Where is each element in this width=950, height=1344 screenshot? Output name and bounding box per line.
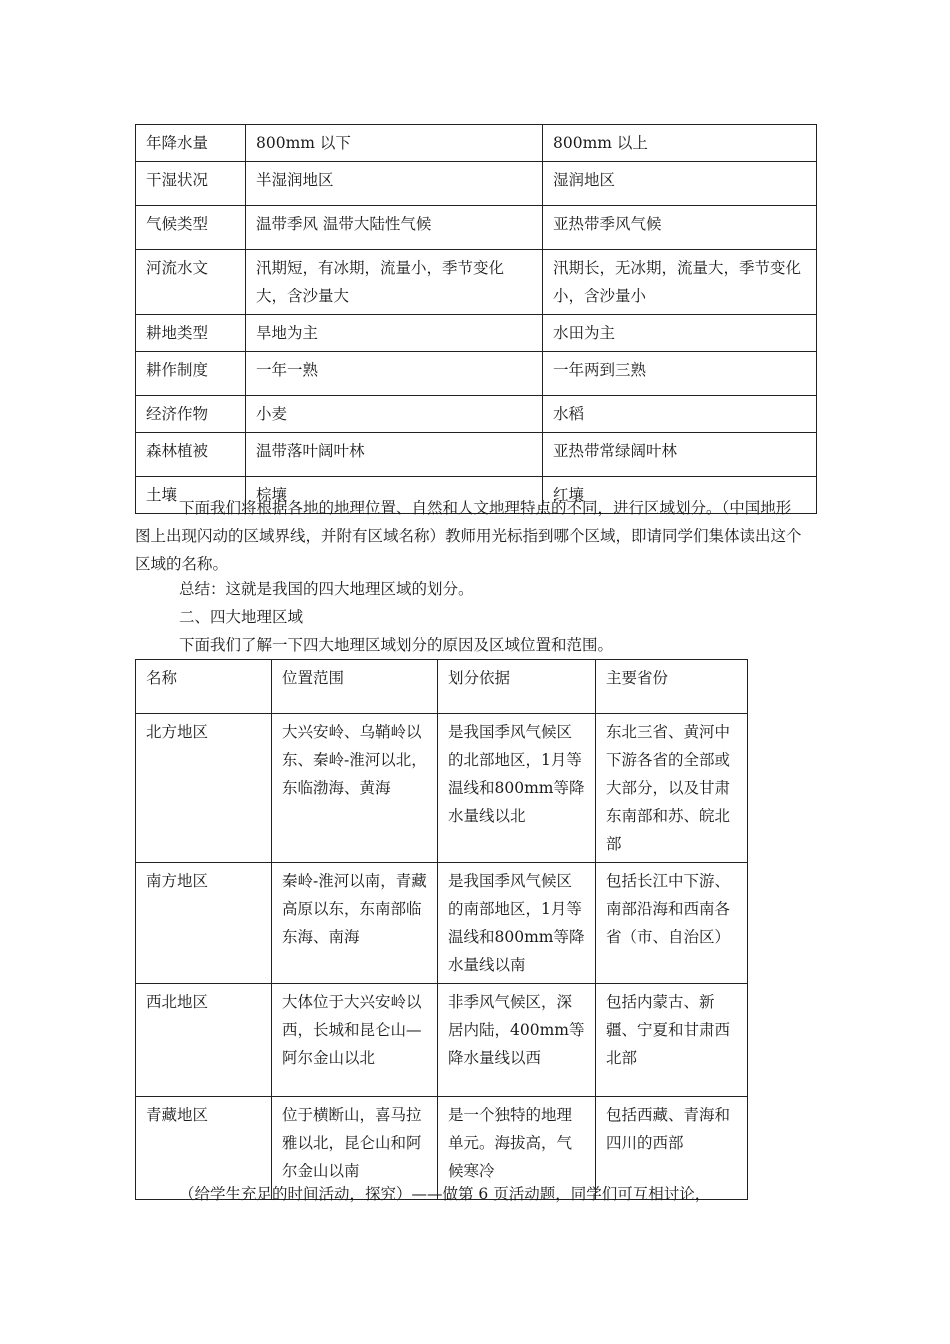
north-cell: 一年一熟: [246, 352, 543, 396]
table-row: [136, 352, 817, 396]
column-header: 名称: [136, 660, 272, 714]
south-cell: 水田为主: [543, 315, 817, 352]
north-cell: 温带季风 温带大陆性气候: [246, 206, 543, 250]
section-heading: 二、四大地理区域: [179, 608, 304, 626]
four-regions-table: [135, 659, 748, 1200]
south-cell: 一年两到三熟: [543, 352, 817, 396]
table-row: [136, 250, 817, 315]
paragraph-intro: 下面我们了解一下四大地理区域划分的原因及区域位置和范围。: [179, 636, 614, 654]
paragraph-summary: 总结：这就是我国的四大地理区域的划分。: [179, 580, 474, 598]
row-label: 河流水文: [136, 250, 246, 315]
paragraph-region-division: 下面我们将根据各地的地理位置、自然和人文地理特点的不同，进行区域划分。（中国地形图上出现闪动的区域界线，并附有区域名称）教师用光标指到哪个区域，即请同学们集体读出这个区域的名称。: [135, 499, 802, 573]
north-cell: 半湿润地区: [246, 162, 543, 206]
north-cell: 汛期短，有冰期，流量小，季节变化大，含沙量大: [246, 250, 543, 315]
column-header: 位置范围: [272, 660, 438, 714]
region-provinces: 包括西藏、青海和 四川的西部: [596, 1097, 748, 1200]
south-cell: 红壤: [543, 477, 817, 514]
north-cell: 小麦: [246, 396, 543, 433]
south-cell: 亚热带季风气候: [543, 206, 817, 250]
region-range: 大体位于大兴安岭以西，长城和昆仑山—阿尔金山以北: [272, 984, 438, 1097]
table-row: [136, 162, 817, 206]
row-label: 土壤: [136, 477, 246, 514]
row-label: 森林植被: [136, 433, 246, 477]
column-header: 主要省份: [596, 660, 748, 714]
north-cell: 800mm 以下: [246, 125, 543, 162]
table-row: [136, 984, 748, 1097]
table-row: [136, 315, 817, 352]
row-label: 耕作制度: [136, 352, 246, 396]
south-cell: 800mm 以上: [543, 125, 817, 162]
region-basis: 是一个独特的地理单元。海拔高，气候寒冷: [438, 1097, 596, 1200]
table-row: [136, 714, 748, 863]
region-name: 青藏地区: [136, 1097, 272, 1200]
region-range: 大兴安岭、乌鞘岭以东、秦岭-淮河以北，东临渤海、黄海: [272, 714, 438, 863]
table-row: [136, 125, 817, 162]
region-provinces: 包括内蒙古、新疆、宁夏和甘肃西北部: [596, 984, 748, 1097]
region-name: 西北地区: [136, 984, 272, 1097]
south-cell: 亚热带常绿阔叶林: [543, 433, 817, 477]
row-label: 干湿状况: [136, 162, 246, 206]
north-cell: 棕壤: [246, 477, 543, 514]
north-south-comparison-table: [135, 124, 817, 514]
table-row: [136, 396, 817, 433]
row-label: 气候类型: [136, 206, 246, 250]
table-row: [136, 206, 817, 250]
region-basis: 是我国季风气候区的北部地区，1月等温线和800mm等降水量线以北: [438, 714, 596, 863]
south-cell: 湿润地区: [543, 162, 817, 206]
region-range: 位于横断山，喜马拉雅以北，昆仑山和阿尔金山以南: [272, 1097, 438, 1200]
north-cell: 旱地为主: [246, 315, 543, 352]
region-name: 南方地区: [136, 863, 272, 984]
north-cell: 温带落叶阔叶林: [246, 433, 543, 477]
south-cell: 水稻: [543, 396, 817, 433]
table-header-row: [136, 660, 748, 714]
row-label: 经济作物: [136, 396, 246, 433]
region-basis: 非季风气候区，深居内陆，400mm等降水量线以西: [438, 984, 596, 1097]
table-row: [136, 433, 817, 477]
region-provinces: 东北三省、黄河中下游各省的全部或大部分，以及甘肃东南部和苏、皖北部: [596, 714, 748, 863]
row-label: 年降水量: [136, 125, 246, 162]
region-range: 秦岭-淮河以南，青藏高原以东，东南部临东海、南海: [272, 863, 438, 984]
south-cell: 汛期长，无冰期，流量大，季节变化小，含沙量小: [543, 250, 817, 315]
row-label: 耕地类型: [136, 315, 246, 352]
region-name: 北方地区: [136, 714, 272, 863]
region-basis: 是我国季风气候区的南部地区，1月等温线和800mm等降水量线以南: [438, 863, 596, 984]
table-row: [136, 863, 748, 984]
paragraph-activity: （给学生充足的时间活动，探究）——做第 6 页活动题，同学们可互相讨论，: [179, 1185, 711, 1203]
region-provinces: 包括长江中下游、南部沿海和西南各省（市、自治区）: [596, 863, 748, 984]
column-header: 划分依据: [438, 660, 596, 714]
